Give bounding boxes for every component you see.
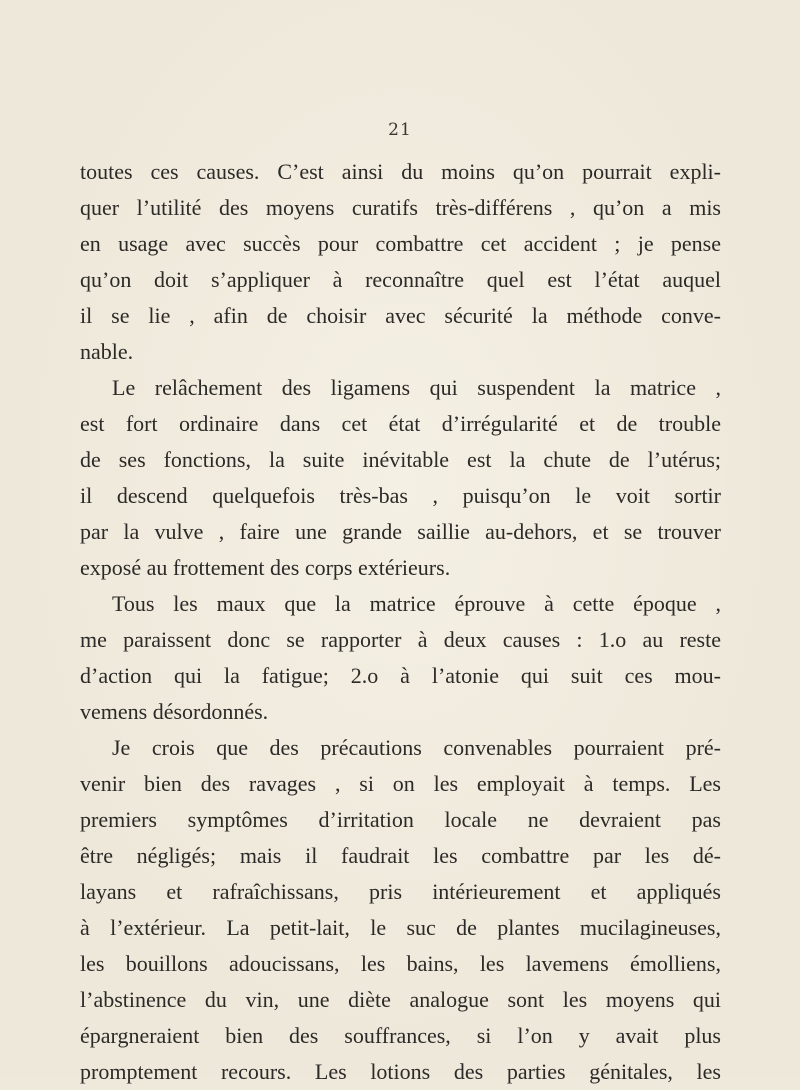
paragraph bbox=[80, 586, 721, 730]
text-line: quer l’utilité des moyens curatifs très-différens , qu’on a mis bbox=[80, 195, 721, 220]
text-line: nable. bbox=[80, 339, 134, 364]
text-line: exposé au frottement des corps extérieurs. bbox=[80, 555, 451, 580]
text-line: il descend quelquefois très-bas , puisqu’on le voit sortir bbox=[80, 483, 721, 508]
text-line: qu’on doit s’appliquer à reconnaître quel est l’état auquel bbox=[80, 267, 721, 292]
text-line: venir bien des ravages , si on les employait à temps. Les bbox=[80, 771, 721, 796]
text-line: d’action qui la fatigue; 2.o à l’atonie qui suit ces mou- bbox=[80, 663, 721, 688]
text-line: être négligés; mais il faudrait les combattre par les dé- bbox=[80, 843, 721, 868]
text-line: Le relâchement des ligamens qui suspendent la matrice , bbox=[112, 375, 721, 400]
text-line: vemens désordonnés. bbox=[80, 699, 269, 724]
paragraph bbox=[80, 730, 721, 1090]
text-line: épargneraient bien des souffrances, si l’on y avait plus bbox=[80, 1023, 721, 1048]
text-line: est fort ordinaire dans cet état d’irrégularité et de trouble bbox=[80, 411, 721, 436]
paragraph bbox=[80, 370, 721, 586]
paragraph bbox=[80, 154, 721, 370]
text-line: de ses fonctions, la suite inévitable est la chute de l’utérus; bbox=[80, 447, 721, 472]
text-line: Tous les maux que la matrice éprouve à cette époque , bbox=[112, 591, 721, 616]
text-line: l’abstinence du vin, une diète analogue sont les moyens qui bbox=[80, 987, 721, 1012]
text-line: les bouillons adoucissans, les bains, les lavemens émolliens, bbox=[80, 951, 721, 976]
text-line: Je crois que des précautions convenables pourraient pré- bbox=[112, 735, 721, 760]
text-line: par la vulve , faire une grande saillie au-dehors, et se trouver bbox=[80, 519, 721, 544]
text-line: me paraissent donc se rapporter à deux causes : 1.o au reste bbox=[80, 627, 721, 652]
body-text bbox=[80, 154, 721, 1090]
text-line: promptement recours. Les lotions des parties génitales, les bbox=[80, 1059, 721, 1084]
text-line: il se lie , afin de choisir avec sécurité la méthode conve- bbox=[80, 303, 721, 328]
page-number: 21 bbox=[388, 120, 412, 140]
text-line: en usage avec succès pour combattre cet accident ; je pense bbox=[80, 231, 721, 256]
text-line: premiers symptômes d’irritation locale ne devraient pas bbox=[80, 807, 721, 832]
text-line: à l’extérieur. La petit-lait, le suc de plantes mucilagineuses, bbox=[80, 915, 721, 940]
text-line: layans et rafraîchissans, pris intérieurement et appliqués bbox=[80, 879, 721, 904]
text-line: toutes ces causes. C’est ainsi du moins qu’on pourrait expli- bbox=[80, 159, 721, 184]
